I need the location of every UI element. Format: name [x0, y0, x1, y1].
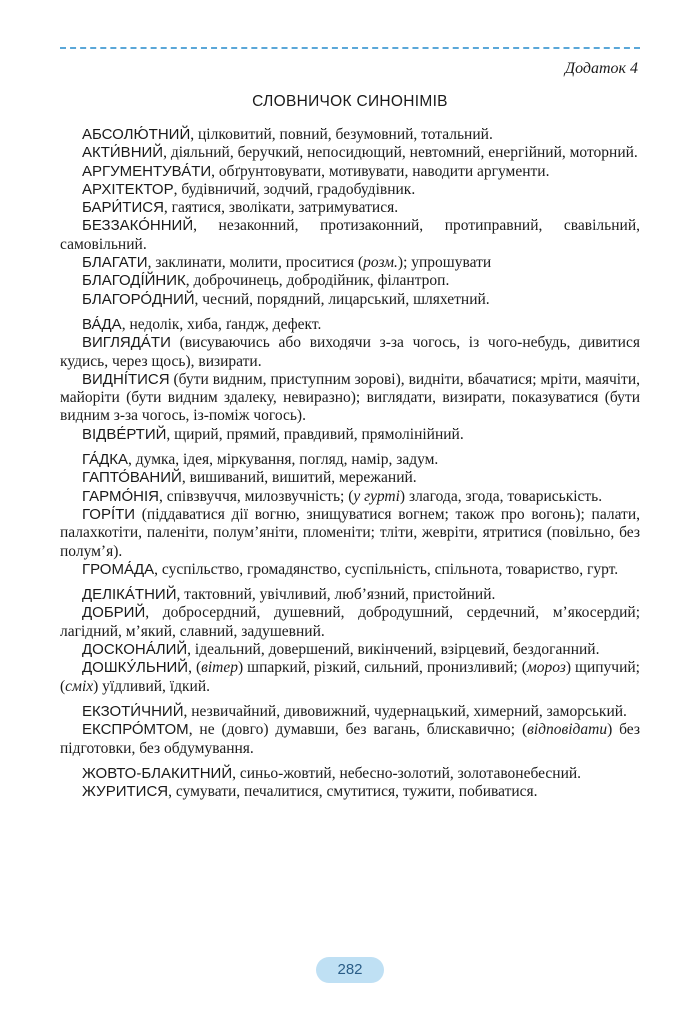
entry-italic-note: розм. [363, 254, 398, 272]
entry-text: ) без підготовки, без обдумування. [60, 721, 640, 757]
entry-text: , ідеальний, довершений, викінчений, взірцевий, бездоганний. [187, 641, 600, 659]
entry-headword: ГАПТО́ВАНИЙ [82, 469, 182, 487]
dictionary-entry [60, 765, 640, 783]
entry-text: , обґрунтовувати, мотивувати, наводити аргументи. [211, 162, 550, 180]
entry-text: , незаконний, протизаконний, протиправний, свавільний, самовільний. [60, 217, 640, 253]
dictionary-entry [60, 371, 640, 426]
entry-text: , недолік, хиба, ґандж, дефект. [121, 315, 322, 333]
dictionary-entry [60, 506, 640, 561]
entry-headword: ЖОВТО-БЛАКИТНИЙ [82, 764, 233, 782]
entry-headword: ЖУРИТИСЯ [82, 783, 169, 801]
dictionary-entry [60, 783, 640, 801]
dictionary-entry [60, 126, 640, 144]
entry-text: , гаятися, зволікати, затримуватися. [163, 199, 399, 217]
dictionary-entry [60, 217, 640, 254]
entry-text: , добросердний, душевний, добродушний, сердечний, м’якосердий; лагідний, м’який, славний, задушевний. [60, 604, 640, 640]
entry-text: , суспільство, громадянство, суспільність, спільнота, товариство, гурт. [154, 560, 619, 578]
entry-text: ); упрошувати [397, 254, 492, 272]
dictionary-entry [60, 144, 640, 162]
entry-headword: ДОСКОНА́ЛИЙ [82, 641, 188, 659]
entry-text: , доброчинець, добродійник, філантроп. [185, 272, 450, 290]
entry-text: , чесний, порядний, лицарський, шляхетний. [194, 290, 490, 308]
entry-headword: БАРИ́ТИСЯ [82, 199, 164, 217]
entry-headword: ГРОМА́ДА [82, 560, 155, 578]
dictionary-entry [60, 163, 640, 181]
entry-headword: БЛАГОДІ́ЙНИК [82, 272, 186, 290]
entry-text: , співзвуччя, милозвучність; ( [158, 487, 354, 505]
entry-italic-note: сміх [65, 677, 94, 695]
entry-headword: БЛАГОРО́ДНИЙ [82, 290, 195, 308]
entry-headword: ГАРМО́НІЯ [82, 487, 159, 505]
entry-headword: ЕКЗОТИ́ЧНИЙ [82, 702, 184, 720]
entry-text: ) шпаркий, різкий, сильний, пронизливий; ( [238, 659, 527, 677]
dictionary-entry [60, 721, 640, 758]
entry-headword: АРГУМЕНТУВА́ТИ [82, 162, 212, 180]
entry-headword: ВИДНІ́ТИСЯ [82, 370, 170, 388]
entry-text: (бути видним, приступним зорові), видніти, вбачатися; мріти, маячіти, майоріти (бути видним здалеку, невиразно); виглядати, визирати, показуватися (бути видним з-за чогось, із-поміж чогось). [60, 370, 640, 425]
dictionary-entry [60, 451, 640, 469]
entry-italic-note: вітер [201, 659, 238, 677]
entry-text: ) уїдливий, їдкий. [93, 677, 210, 695]
entry-text: , сумувати, печалитися, смутитися, тужити, побиватися. [168, 783, 538, 801]
dictionary-entry [60, 604, 640, 641]
entry-headword: БЕЗЗАКО́ННИЙ [82, 217, 194, 235]
entry-text: , тактовний, увічливий, люб’язний, пристойний. [176, 586, 496, 604]
entry-headword: АКТИ́ВНИЙ [82, 144, 164, 162]
entry-headword: ДОБРИЙ [82, 604, 146, 622]
dictionary-entry [60, 469, 640, 487]
dictionary-entry [60, 703, 640, 721]
dictionary-entry [60, 272, 640, 290]
entry-headword: ВИГЛЯДА́ТИ [82, 334, 171, 352]
entry-italic-note: відповідати [527, 721, 608, 739]
dictionary-entry [60, 586, 640, 604]
entry-headword: ДОШКУ́ЛЬНИЙ [82, 659, 189, 677]
dictionary-entry [60, 291, 640, 309]
entry-headword: АБСОЛЮ́ТНИЙ [82, 126, 191, 143]
entry-text: , ( [188, 659, 202, 677]
entry-text: ) щипучий; ( [60, 659, 640, 695]
dictionary-entry [60, 426, 640, 444]
entry-text: , щирий, прямий, правдивий, прямолінійний. [166, 425, 464, 443]
dictionary-entry [60, 488, 640, 506]
entry-text: , вишиваний, вишитий, мережаний. [181, 469, 417, 487]
entry-text: ) злагода, згода, товариськість. [399, 487, 603, 505]
entry-headword: ДЕЛІКА́ТНИЙ [82, 586, 177, 604]
appendix-label: Додаток 4 [564, 60, 638, 77]
entry-headword: ГА́ДКА [82, 451, 129, 469]
entry-headword: ГОРІ́ТИ [82, 505, 136, 523]
synonym-list [60, 126, 640, 801]
entry-headword: ВА́ДА [82, 315, 122, 333]
entry-italic-note: у гурті [353, 487, 400, 505]
dictionary-entry [60, 641, 640, 659]
dictionary-entry [60, 561, 640, 579]
entry-text: , цілковитий, повний, безумовний, тотальний. [190, 126, 493, 143]
entry-text: , синьо-жовтий, небесно-золотий, золотавонебесний. [232, 764, 582, 782]
entry-headword: АРХІТЕКТОР [82, 180, 174, 198]
dictionary-entry [60, 659, 640, 696]
entry-text: , діяльний, беручкий, непосидющий, невтомний, енергійний, моторний. [163, 144, 638, 162]
dictionary-entry [60, 316, 640, 334]
top-dashed-rule [60, 47, 640, 49]
page-number: 282 [316, 957, 384, 983]
entry-text: , незвичайний, дивовижний, чудернацький, химерний, заморський. [183, 702, 627, 720]
entry-text: , заклинати, молити, проситися ( [147, 254, 364, 272]
entry-text: , думка, ідея, міркування, погляд, намір, задум. [128, 451, 439, 469]
entry-headword: БЛАГАТИ [82, 254, 148, 272]
entry-text: (піддаватися дії вогню, знищуватися вогнем; також про вогонь); палати, палахкотіти, паленіти, полум’яніти, пломеніти; тліти, жевріти, ятритися (повільно, без полум’я). [60, 505, 640, 560]
entry-text: , будівничий, зодчий, градобудівник. [173, 180, 416, 198]
dictionary-entry [60, 181, 640, 199]
page-title: СЛОВНИЧОК СИНОНІМІВ [252, 93, 448, 110]
entry-headword: ВІДВЕ́РТИЙ [82, 425, 167, 443]
entry-text: (висуваючись або виходячи з-за чогось, із чого-небудь, дивитися кудись, через щось), визирати. [60, 334, 640, 370]
entry-headword: ЕКСПРО́МТОМ [82, 721, 189, 739]
dictionary-entry [60, 199, 640, 217]
entry-italic-note: мороз [526, 659, 566, 677]
dictionary-entry [60, 254, 640, 272]
entry-text: , не (довго) думавши, без вагань, блискавично; ( [188, 721, 528, 739]
dictionary-entry [60, 334, 640, 371]
